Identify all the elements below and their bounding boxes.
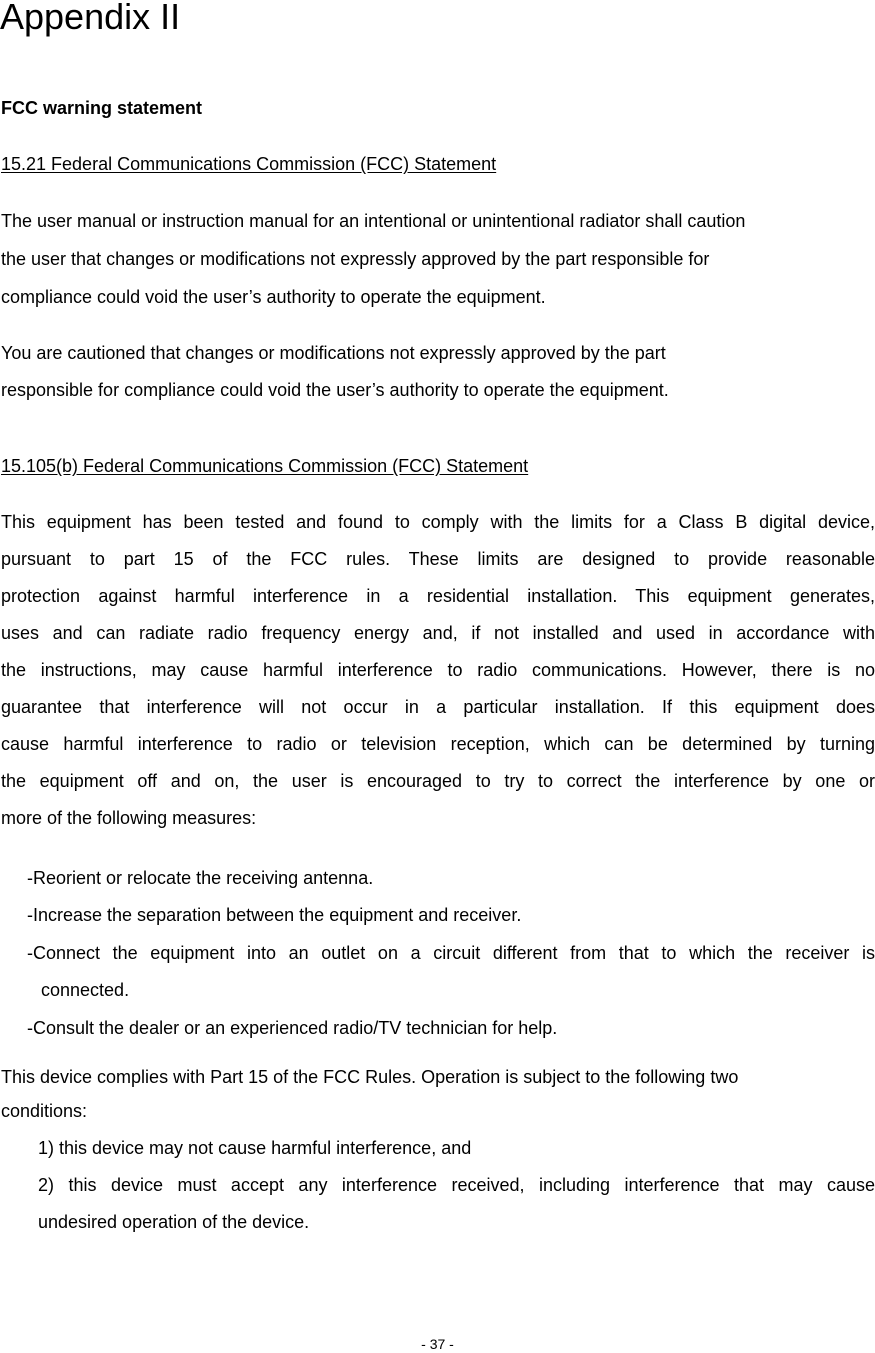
compliance-line-2: conditions: (1, 1101, 88, 1121)
measure-item-consult-dealer: -Consult the dealer or an experienced radio/TV technician for help. (27, 1018, 558, 1038)
condition-item-2: 2) this device must accept any interference received, including interference that may cause (38, 1175, 875, 1195)
condition-item-1: 1) this device may not cause harmful interference, and (38, 1138, 472, 1158)
paragraph-15-105b-line-3: protection against harmful interference in a residential installation. This equipment generates, (1, 586, 875, 606)
measure-item-increase-separation: -Increase the separation between the equipment and receiver. (27, 905, 522, 925)
paragraph-15-105b-line-9: more of the following measures: (1, 808, 257, 828)
subheading-15-105b: 15.105(b) Federal Communications Commission (FCC) Statement (1, 456, 529, 476)
caution-paragraph-line-1: You are cautioned that changes or modifications not expressly approved by the part (1, 343, 666, 363)
compliance-line-1: This device complies with Part 15 of the FCC Rules. Operation is subject to the following two (1, 1067, 739, 1087)
section-heading-fcc-warning: FCC warning statement (1, 98, 203, 118)
paragraph-15-21-line-2: the user that changes or modifications not expressly approved by the part responsible for (1, 249, 710, 269)
paragraph-15-105b-line-7: cause harmful interference to radio or television reception, which can be determined by turning (1, 734, 875, 754)
paragraph-15-105b-line-4: uses and can radiate radio frequency energy and, if not installed and used in accordance with (1, 623, 875, 643)
paragraph-15-105b-line-8: the equipment off and on, the user is encouraged to try to correct the interference by one or (1, 771, 875, 791)
paragraph-15-105b-line-2: pursuant to part 15 of the FCC rules. These limits are designed to provide reasonable (1, 549, 875, 569)
paragraph-15-105b-line-5: the instructions, may cause harmful interference to radio communications. However, there is no (1, 660, 875, 680)
page-title: Appendix II (0, 0, 181, 37)
page-number: - 37 - (421, 1336, 454, 1352)
caution-paragraph-line-2: responsible for compliance could void the user’s authority to operate the equipment. (1, 380, 669, 400)
measure-item-connect-outlet: -Connect the equipment into an outlet on a circuit different from that to which the receiver is (27, 943, 875, 963)
measure-item-reorient: -Reorient or relocate the receiving antenna. (27, 868, 374, 888)
paragraph-15-21-line-1: The user manual or instruction manual for an intentional or unintentional radiator shall caution (1, 211, 746, 231)
condition-item-2-continued: undesired operation of the device. (38, 1212, 310, 1232)
paragraph-15-105b-line-1: This equipment has been tested and found to comply with the limits for a Class B digital device, (1, 512, 875, 532)
subheading-15-21: 15.21 Federal Communications Commission (FCC) Statement (1, 154, 497, 174)
paragraph-15-105b-line-6: guarantee that interference will not occur in a particular installation. If this equipment does (1, 697, 875, 717)
measure-item-connect-outlet-continued: connected. (41, 980, 130, 1000)
paragraph-15-21-line-3: compliance could void the user’s authority to operate the equipment. (1, 287, 546, 307)
